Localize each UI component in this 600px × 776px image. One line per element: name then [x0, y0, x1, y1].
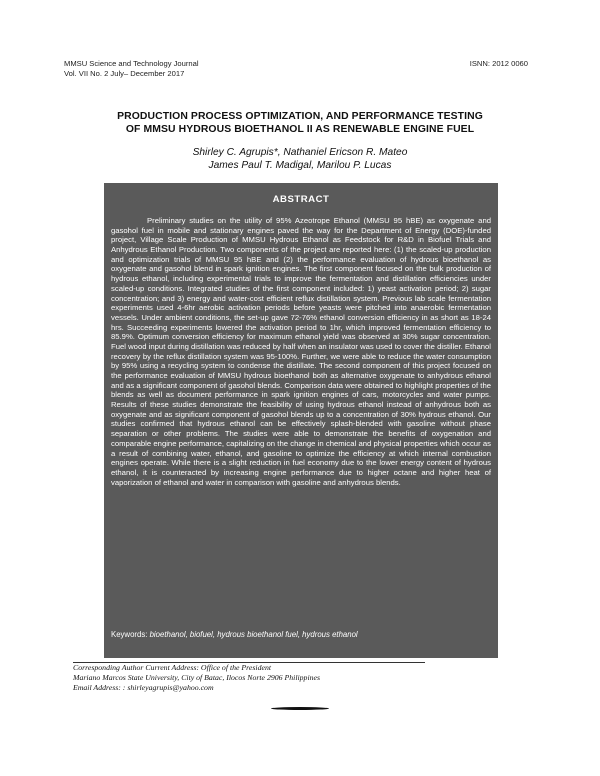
- keywords-line: [111, 630, 491, 640]
- abstract-heading: ABSTRACT: [272, 194, 330, 205]
- journal-name: MMSU Science and Technology Journal: [64, 59, 199, 68]
- title-line-2: OF MMSU HYDROUS BIOETHANOL II AS RENEWABLE ENGINE FUEL: [125, 124, 475, 135]
- authors-line-1: Shirley C. Agrupis*, Nathaniel Ericson R. Mateo: [192, 147, 408, 158]
- author-list: [70, 146, 530, 172]
- abstract-body: Preliminary studies on the utility of 95% Azeotrope Ethanol (MMSU 95 hBE) as oxygenate and gasohol fuel in mobile and stationary engines paved the way for the Department of Energy (DOE)-funded project, Village Scale Production of MMSU Hydrous Ethanol as Feedstock for R&D in Biofuel Trials and Anhydrous Ethanol Production. Two components of the project are reported here: (1) the scaled-up production and optimization trials of MMSU 95 hBE and (2) the performance evaluation of hydrous bioethanol as oxygenate and gasohol blend in spark ignition engines. The first component focused on the bulk production of hydrous ethanol, including experimental trials to improve the fermentation and distillation efficiencies under scaled-up conditions. Integrated studies of the first component included: 1) yeast activation period; 2) sugar concentration; and 3) energy and water-cost efficient reflux distillation system. Previous lab scale fermentation experiments used 4-6hr aerobic activation periods before yeasts were pitched into anaerobic fermentation vessels. Under ambient conditions, the set-up gave 72-76% ethanol conversion efficiency in as short as 18-24 hrs. Succeeding experiments lowered the activation period to 1hr, which improved fermentation efficiency to 85.9%. Optimum conversion efficiency for maximum ethanol yield was observed at 30% sugar concentration. Fuel wood input during distillation was reduced by half when an insulator was used to cover the distiller. Ethanol recovery by the reflux distillation system was 95-100%. Further, we were able to reduce the water consumption by 95% using a recycling system to condense the distillate. The second component of this project focused on the performance evaluation of MMSU hydrous bioethanol both as alternative oxygenate to anhydrous ethanol and as a significant component of gasohol blends. Comparison data were obtained to highlight properties of the blends as well as document performance in spark ignition engines of cars, motorcycles and water pumps. Results of these studies demonstrate the feasibility of using hydrous ethanol instead of anhydrous both as oxygenate and as significant component of gasohol blends up to a concentration of 30% hydrous ethanol. Our studies confirmed that hydrous ethanol can be effectively splash-blended with gasoline without phase separation or other problems. The studies were able to demonstrate the benefits of oxygenation and comparable engine performance, capitalizing on the change in chemical and physical properties which occur as a result of combining water, ethanol, and gasoline to optimize the efficiency at which internal combustion engines operate. While there is a slight reduction in fuel economy due to the lower energy content of hydrous ethanol, it is counteracted by increasing engine performance due to higher octane and higher heat of vaporization of ethanol and water in comparison with gasoline and anhydrous blends.: [111, 216, 491, 487]
- keywords-label: Keywords:: [111, 630, 148, 639]
- journal-volume: Vol. VII No. 2 July– December 2017: [64, 69, 185, 78]
- issn-label: ISNN: 2012 0060: [469, 59, 528, 68]
- footnote-line-1: Corresponding Author Current Address: Office of the President: [73, 663, 272, 672]
- page-ornament: [271, 707, 329, 710]
- paper-title: [70, 110, 530, 136]
- footnote-line-2: Mariano Marcos State University, City of Batac, Ilocos Norte 2906 Philippines: [73, 673, 321, 682]
- authors-line-2: James Paul T. Madigal, Marilou P. Lucas: [208, 160, 392, 171]
- footnote-email: Email Address: : shirleyagrupis@yahoo.com: [73, 683, 214, 692]
- title-line-1: PRODUCTION PROCESS OPTIMIZATION, AND PERFORMANCE TESTING: [117, 111, 483, 122]
- corresponding-author-footnote: [73, 663, 320, 693]
- journal-header: [64, 59, 199, 79]
- abstract-box: [104, 183, 498, 658]
- keywords-values: bioethanol, biofuel, hydrous bioethanol fuel, hydrous ethanol: [149, 630, 358, 639]
